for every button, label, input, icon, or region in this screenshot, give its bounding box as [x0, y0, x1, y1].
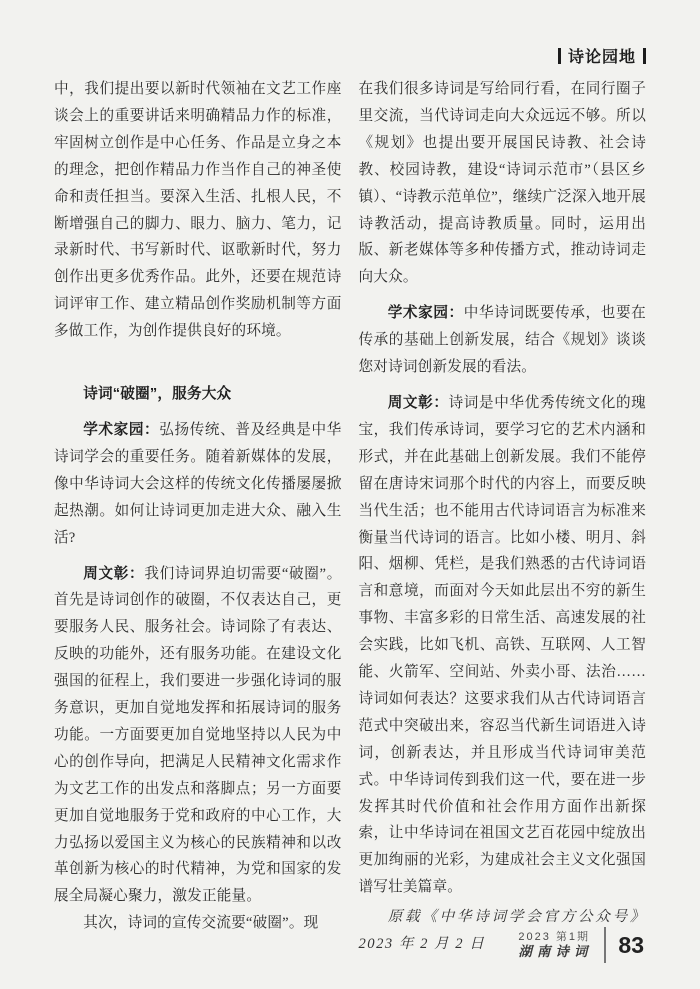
speaker-label: 周文彰：: [83, 565, 145, 582]
header-right-bar-icon: [643, 48, 646, 64]
section-heading: 诗词“破圈”，服务大众: [83, 386, 232, 403]
speaker-label: 周文彰：: [387, 394, 449, 411]
dialog-paragraph: 周文彰：我们诗词界迫切需要“破圈”。首先是诗词创作的破圈，不仅表达自己，更要服务人民、服务社会。诗词除了有表达、反映的功能外，还有服务功能。在建设文化强国的征程上，我们要进一步强化诗词的服务意识，更加自觉地发挥和拓展诗词的服务功能。一方面要更加自觉地坚持以人民为中心的创作导向，把满足人民精神文化需求作为文艺工作的出发点和落脚点；另一方面要更加自觉地服务于党和政府的中心工作，大力弘扬以爱国主义为核心的民族精神和以改革创新为核心的时代精神，为党和国家的发展全局凝心聚力，激发正能量。: [54, 565, 342, 905]
footer-divider: [604, 927, 606, 963]
speaker-label: 学术家园：: [83, 421, 160, 438]
source-credit: 原载《中华诗词学会官方公众号》2023 年 2 月 2 日: [358, 909, 646, 953]
body-paragraph: 在我们很多诗词是写给同行看，在同行圈子里交流，当代诗词走向大众远远不够。所以《规划》也提出要开展国民诗教、社会诗教、校园诗教，建设“诗词示范市”（县区乡镇）、“诗教示范单位”，继续广泛深入地开展诗教活动，提高诗教质量。同时，运用出版、新老媒体等多种传播方式，推动诗词走向大众。: [358, 81, 646, 286]
article-body: [54, 76, 646, 958]
issue-label: 2023 第1期: [518, 930, 591, 943]
section-header: [558, 44, 646, 67]
page-footer: [518, 927, 644, 963]
journal-issue-block: [518, 931, 592, 960]
speaker-label: 学术家园：: [387, 305, 464, 322]
dialog-paragraph: 学术家园：弘扬传统、普及经典是中华诗词学会的重要任务。随着新媒体的发展，像中华诗词大会这样的传统文化传播屡屡掀起热潮。如何让诗词更加走进大众、融入生活?: [54, 421, 342, 546]
dialog-paragraph: 周文彰：诗词是中华优秀传统文化的瑰宝，我们传承诗词，要学习它的艺术内涵和形式，并在此基础上创新发展。我们不能停留在唐诗宋词那个时代的内容上，而要反映当代生活；也不能用古代诗词语言为标准来衡量当代诗词的语言。比如小楼、明月、斜阳、烟柳、凭栏，是我们熟悉的古代诗词语言和意境，而面对今天如此层出不穷的新生事物、丰富多彩的日常生活、高速发展的社会实践，比如飞机、高铁、互联网、人工智能、火箭军、空间站、外卖小哥、法治……诗词如何表达？这要求我们从古代诗词语言范式中突破出来，容忍当代新生词语进入诗词，创新表达，并且形成当代诗词审美范式。中华诗词传到我们这一代，要在进一步发挥其时代价值和社会作用方面作出新探索，让中华诗词在祖国文艺百花园中绽放出更加绚丽的光彩，为建成社会主义文化强国谱写壮美篇章。: [358, 394, 646, 896]
left-column: [54, 76, 342, 958]
body-paragraph: 其次，诗词的宣传交流要“破圈”。现: [83, 915, 319, 932]
header-left-bar-icon: [558, 48, 561, 64]
dialog-paragraph: 学术家园：中华诗词既要传承，也要在传承的基础上创新发展，结合《规划》谈谈您对诗词创新发展的看法。: [358, 305, 646, 376]
page-number: 83: [618, 931, 644, 958]
right-column: [359, 76, 647, 958]
section-title: 诗论园地: [567, 49, 636, 66]
body-paragraph: 中，我们提出要以新时代领袖在文艺工作座谈会上的重要讲话来明确精品力作的标准，牢固树立创作是中心任务、作品是立身之本的理念，把创作精品力作当作自己的神圣使命和责任担当。要深入生活、扎根人民，不断增强自己的脚力、眼力、脑力、笔力，记录新时代、书写新时代、讴歌新时代，努力创作出更多优秀作品。此外，还要在规范诗词评审工作、建立精品创作奖励机制等方面多做工作，为创作提供良好的环境。: [54, 81, 342, 340]
journal-name: 湖南诗词: [518, 943, 593, 959]
